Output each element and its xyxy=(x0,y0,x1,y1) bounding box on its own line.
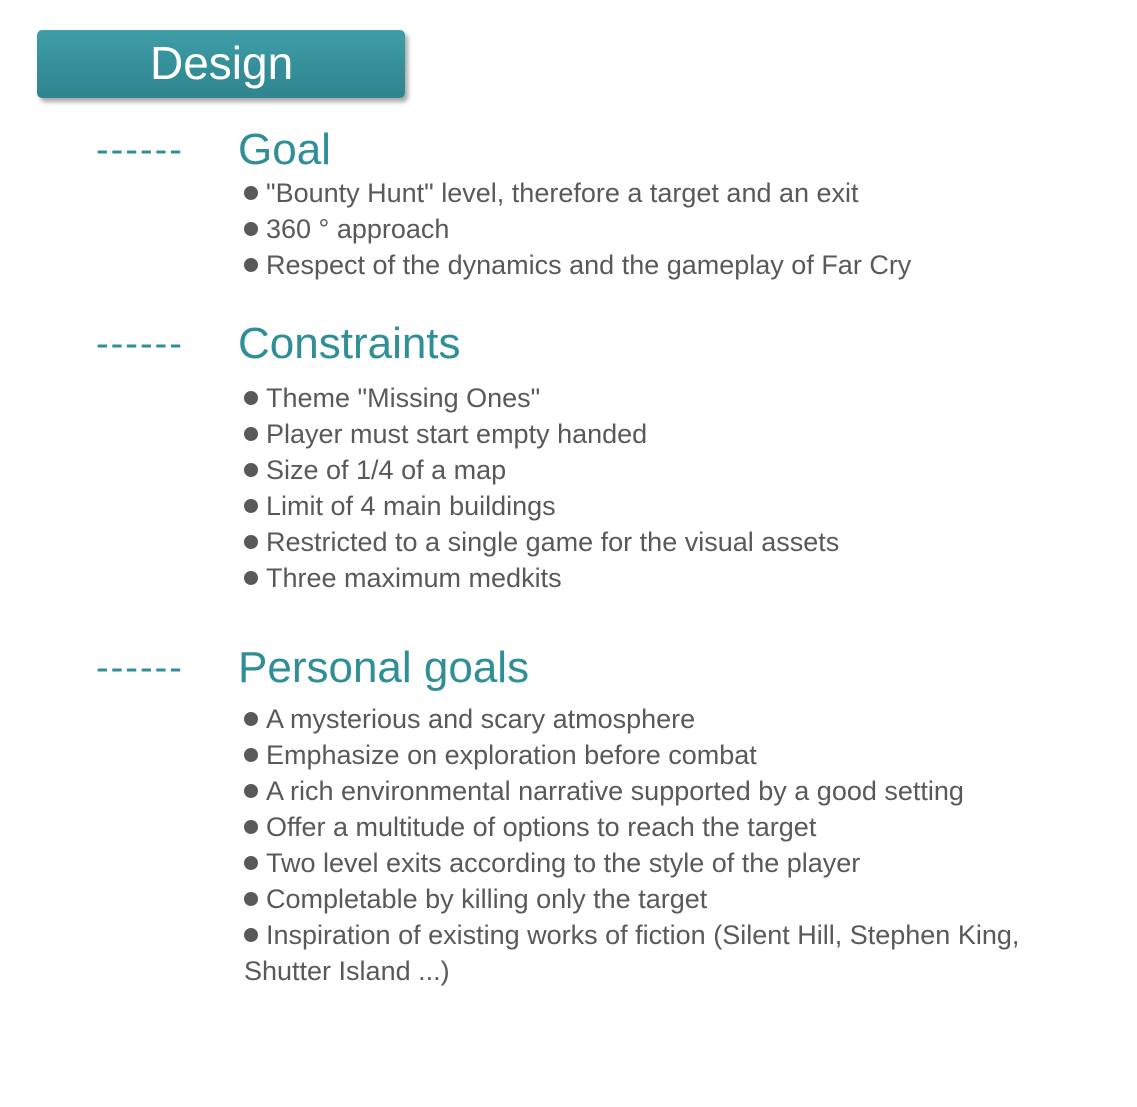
section-constraints xyxy=(96,319,1034,596)
bullet-icon xyxy=(244,427,258,441)
bullet-icon xyxy=(244,463,258,477)
list-item: Restricted to a single game for the visual assets xyxy=(244,524,1034,560)
list-item: Inspiration of existing works of fiction (Silent Hill, Stephen King, Shutter Island ...) xyxy=(244,920,1020,986)
list-item: Two level exits according to the style of the player xyxy=(244,845,1034,881)
list-item: Completable by killing only the target xyxy=(244,881,1034,917)
section-goal xyxy=(96,125,1034,283)
bullet-icon xyxy=(244,712,258,726)
bullet-icon xyxy=(244,820,258,834)
bullet-icon xyxy=(244,391,258,405)
bullet-icon xyxy=(244,499,258,513)
list-item: Offer a multitude of options to reach the target xyxy=(244,809,1034,845)
constraints-list xyxy=(244,380,1034,596)
goal-list xyxy=(244,175,1034,283)
bullet-icon xyxy=(244,928,258,942)
list-item: Theme "Missing Ones" xyxy=(244,380,1034,416)
bullet-icon xyxy=(244,784,258,798)
page-title: Design xyxy=(150,37,294,89)
list-item: Emphasize on exploration before combat xyxy=(244,737,1034,773)
section-title-personal-goals: Personal goals xyxy=(238,643,530,692)
bullet-icon xyxy=(244,186,258,200)
dash-divider: ------ xyxy=(96,131,184,169)
bullet-icon xyxy=(244,748,258,762)
section-title-constraints: Constraints xyxy=(238,319,461,368)
dash-divider: ------ xyxy=(96,649,184,687)
section-title-goal: Goal xyxy=(238,125,331,174)
section-personal-goals xyxy=(96,643,1034,989)
bullet-icon xyxy=(244,892,258,906)
bullet-icon xyxy=(244,856,258,870)
section-heading xyxy=(96,643,1034,692)
bullet-icon xyxy=(244,571,258,585)
list-item: Limit of 4 main buildings xyxy=(244,488,1034,524)
page-title-tab xyxy=(37,30,405,98)
personal-goals-list xyxy=(244,701,1034,989)
list-item: "Bounty Hunt" level, therefore a target and an exit xyxy=(244,175,1034,211)
list-item: A mysterious and scary atmosphere xyxy=(244,701,1034,737)
section-heading xyxy=(96,319,1034,368)
section-heading xyxy=(96,125,1034,174)
bullet-icon xyxy=(244,222,258,236)
list-item: Three maximum medkits xyxy=(244,560,1034,596)
list-item: Player must start empty handed xyxy=(244,416,1034,452)
list-item: 360 ° approach xyxy=(244,211,1034,247)
list-item: Size of 1/4 of a map xyxy=(244,452,1034,488)
list-item: Respect of the dynamics and the gameplay of Far Cry xyxy=(244,247,1034,283)
dash-divider: ------ xyxy=(96,325,184,363)
list-item: A rich environmental narrative supported by a good setting xyxy=(244,773,1034,809)
bullet-icon xyxy=(244,535,258,549)
bullet-icon xyxy=(244,258,258,272)
